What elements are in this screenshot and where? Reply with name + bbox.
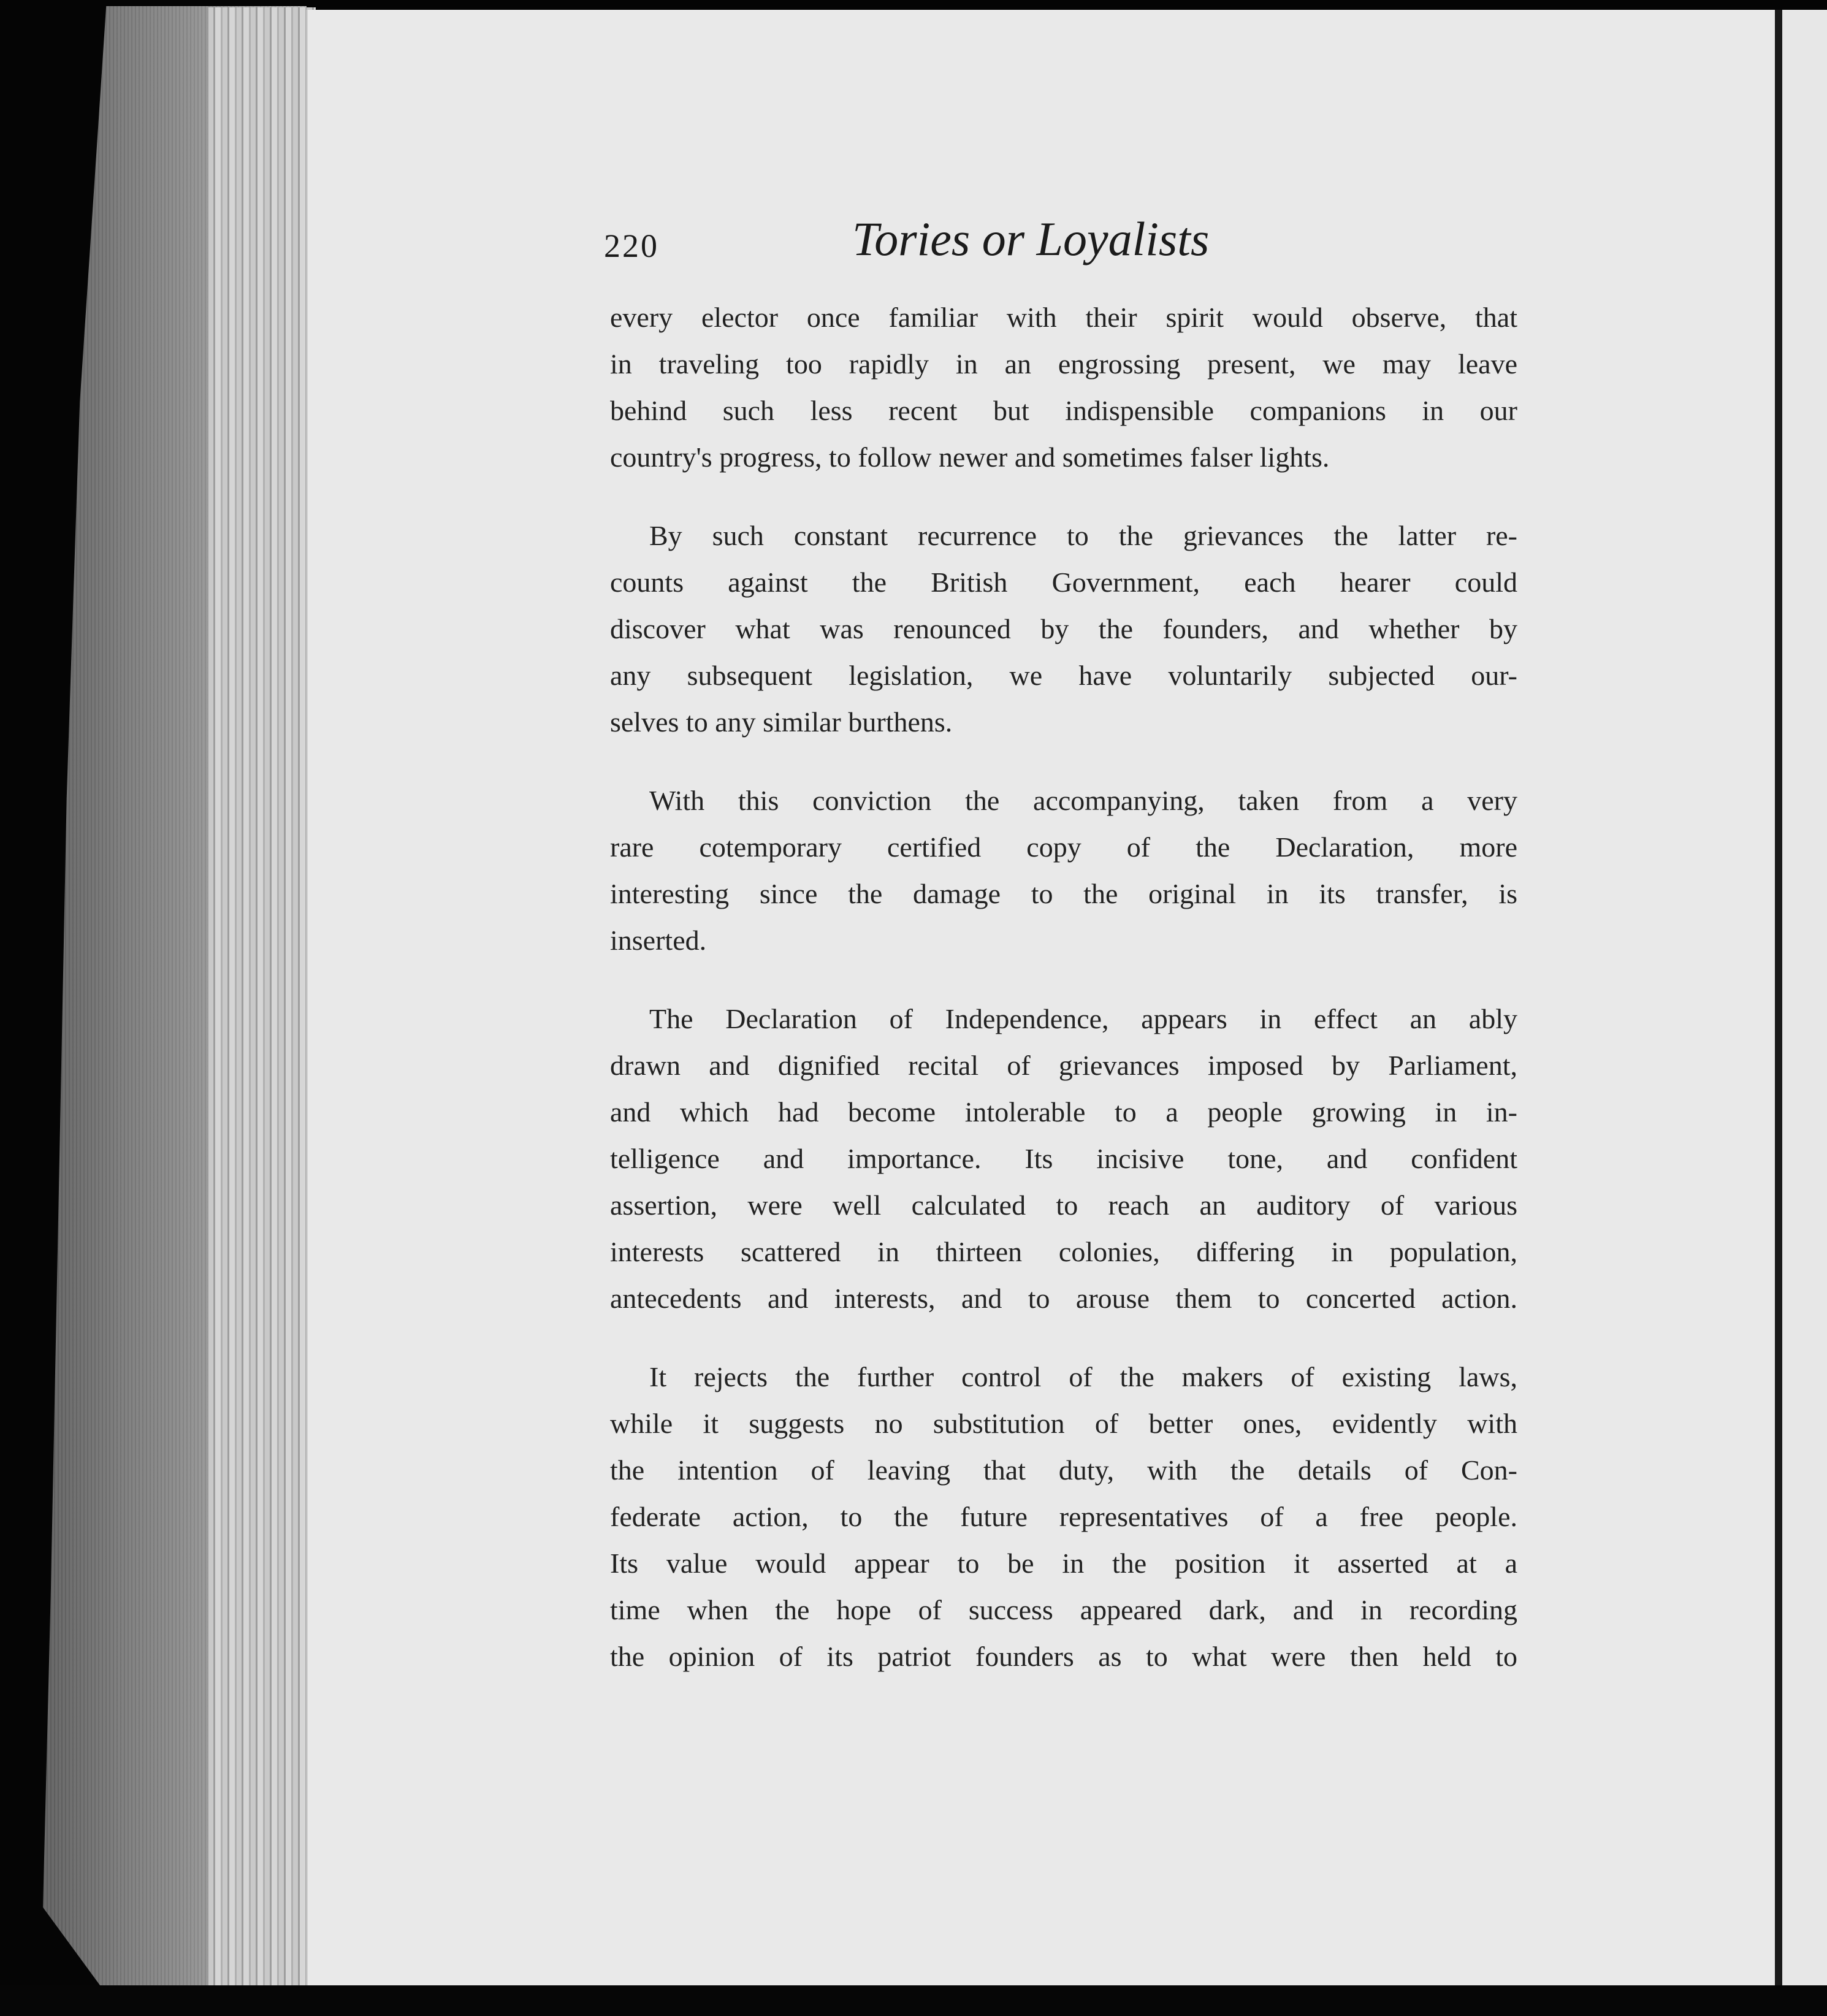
text-line: behind such less recent but indispensible companions in our: [610, 395, 1517, 426]
running-head: [604, 212, 1315, 285]
text-line: interests scattered in thirteen colonies, differing in population,: [610, 1236, 1517, 1267]
text-line: time when the hope of success appeared dark, and in recording: [610, 1594, 1517, 1625]
text-line: while it suggests no substitution of better ones, evidently with: [610, 1408, 1517, 1439]
leaf-stack: [208, 7, 316, 1987]
text-line: Its value would appear to be in the position it asserted at a: [610, 1548, 1517, 1579]
text-line: The Declaration of Independence, appears in effect an ably: [649, 1003, 1517, 1034]
text-line: federate action, to the future representatives of a free people.: [610, 1501, 1517, 1532]
text-line: It rejects the further control of the makers of existing laws,: [649, 1361, 1517, 1392]
text-line: antecedents and interests, and to arouse them to concerted action.: [610, 1283, 1517, 1314]
paragraph: [610, 777, 1517, 964]
text-line: discover what was renounced by the founders, and whether by: [610, 613, 1517, 644]
text-line: rare cotemporary certified copy of the Declaration, more: [610, 831, 1517, 863]
text-line: every elector once familiar with their spirit would observe, that: [610, 302, 1517, 333]
body-text: [610, 294, 1517, 1712]
facing-page-edge: [1782, 10, 1827, 1985]
scan-bottom-edge: [0, 1985, 1827, 2016]
text-line: and which had become intolerable to a people growing in in-: [610, 1096, 1517, 1128]
text-line: selves to any similar burthens.: [610, 706, 953, 738]
text-line: telligence and importance. Its incisive tone, and confident: [610, 1143, 1517, 1174]
paragraph: [610, 294, 1517, 481]
paragraph: [610, 1354, 1517, 1680]
text-line: the intention of leaving that duty, with the details of Con-: [610, 1454, 1517, 1486]
paragraph: [610, 513, 1517, 746]
text-line: country's progress, to follow newer and sometimes falser lights.: [610, 441, 1330, 473]
text-line: By such constant recurrence to the grievances the latter re-: [649, 520, 1517, 551]
gutter-shadow: [1775, 10, 1782, 1985]
text-line: drawn and dignified recital of grievances imposed by Parliament,: [610, 1050, 1517, 1081]
text-line: inserted.: [610, 925, 707, 956]
text-line: With this conviction the accompanying, taken from a very: [649, 785, 1517, 816]
text-line: the opinion of its patriot founders as to what were then held to: [610, 1641, 1517, 1672]
running-title: Tories or Loyalists: [852, 212, 1210, 265]
page-number: 220: [604, 227, 659, 264]
text-line: assertion, were well calculated to reach an auditory of various: [610, 1189, 1517, 1221]
text-line: any subsequent legislation, we have voluntarily subjected our-: [610, 660, 1517, 691]
paragraph: [610, 996, 1517, 1322]
text-line: counts against the British Government, each hearer could: [610, 567, 1517, 598]
text-line: in traveling too rapidly in an engrossing present, we may leave: [610, 348, 1517, 380]
text-line: interesting since the damage to the original in its transfer, is: [610, 878, 1517, 909]
